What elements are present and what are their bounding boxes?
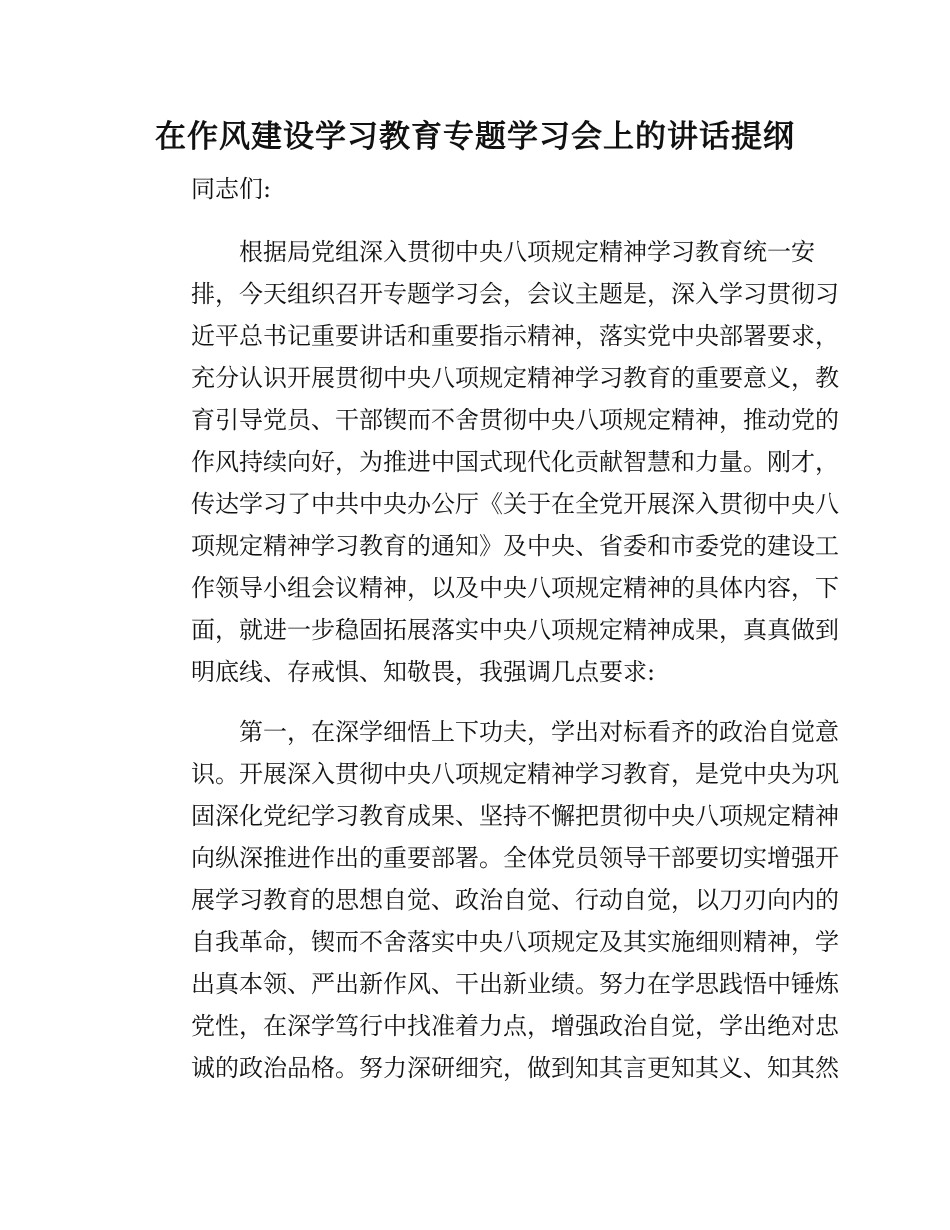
paragraph-line: 充分认识开展贯彻中央八项规定精神学习教育的重要意义，教 xyxy=(191,364,839,392)
paragraph-line: 向纵深推进作出的重要部署。全体党员领导干部要切实增强开 xyxy=(191,844,839,872)
salutation: 同志们: xyxy=(191,175,272,203)
paragraph-1 xyxy=(143,231,839,693)
paragraph-line: 作风持续向好，为推进中国式现代化贡献智慧和力量。刚才， xyxy=(191,448,839,476)
paragraph-line: 传达学习了中共中央办公厅《关于在全党开展深入贯彻中央八 xyxy=(191,490,839,518)
paragraph-line: 出真本领、严出新作风、干出新业绩。努力在学思践悟中锤炼 xyxy=(191,970,839,998)
document-body xyxy=(143,164,839,1089)
paragraph-line: 根据局党组深入贯彻中央八项规定精神学习教育统一安 xyxy=(239,238,815,266)
paragraph-line: 明底线、存戒惧、知敬畏，我强调几点要求: xyxy=(191,658,656,686)
paragraph-line: 展学习教育的思想自觉、政治自觉、行动自觉，以刀刃向内的 xyxy=(191,886,839,914)
paragraph-line: 项规定精神学习教育的通知》及中央、省委和市委党的建设工 xyxy=(191,532,839,560)
paragraph-line: 自我革命，锲而不舍落实中央八项规定及其实施细则精神，学 xyxy=(191,928,839,956)
paragraph-2 xyxy=(143,711,839,1089)
paragraph-line: 党性，在深学笃行中找准着力点，增强政治自觉，学出绝对忠 xyxy=(191,1012,839,1040)
paragraph-line: 育引导党员、干部锲而不舍贯彻中央八项规定精神，推动党的 xyxy=(191,406,839,434)
paragraph-line: 诚的政治品格。努力深研细究，做到知其言更知其义、知其然 xyxy=(191,1054,839,1082)
document-title: 在作风建设学习教育专题学习会上的讲话提纲 xyxy=(155,119,795,155)
paragraph-line: 识。开展深入贯彻中央八项规定精神学习教育，是党中央为巩 xyxy=(191,760,839,788)
paragraph-line: 第一，在深学细悟上下功夫，学出对标看齐的政治自觉意 xyxy=(239,718,839,746)
paragraph-line: 固深化党纪学习教育成果、坚持不懈把贯彻中央八项规定精神 xyxy=(191,802,839,830)
paragraph-line: 排，今天组织召开专题学习会，会议主题是，深入学习贯彻习 xyxy=(191,280,839,308)
paragraph-line: 面，就进一步稳固拓展落实中央八项规定精神成果，真真做到 xyxy=(191,616,839,644)
paragraph-line: 近平总书记重要讲话和重要指示精神，落实党中央部署要求， xyxy=(191,322,839,350)
paragraph-line: 作领导小组会议精神，以及中央八项规定精神的具体内容，下 xyxy=(191,574,839,602)
